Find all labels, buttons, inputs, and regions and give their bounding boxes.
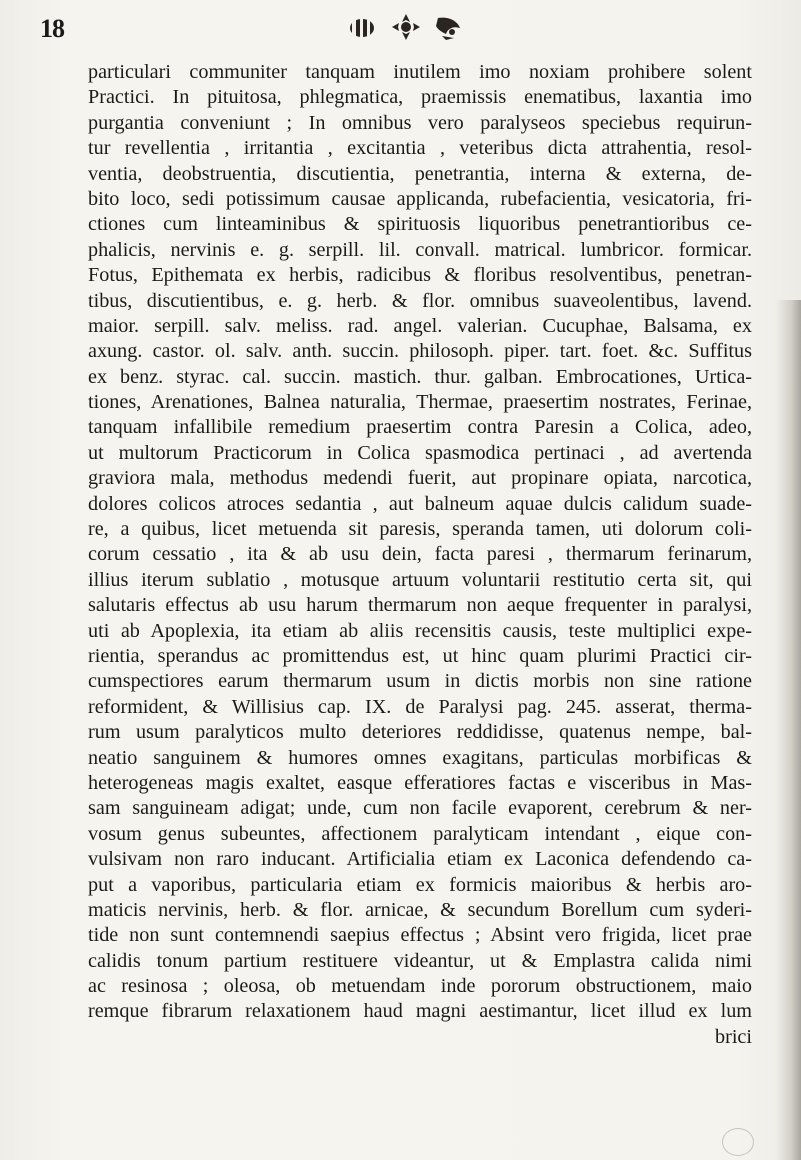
text-line: phalicis, nervinis e. g. serpill. lil. convall. matrical. lumbricor. formicar.	[88, 238, 752, 261]
text-line: particulari communiter tanquam inutilem imo noxiam prohibere solent	[88, 61, 752, 83]
text-line: remque fibrarum relaxationem haud magni aestimantur, licet illud ex lum	[88, 1000, 752, 1023]
text-line: corum cessatio , ita & ab usu dein, facta paresi , thermarum ferinarum,	[88, 543, 752, 566]
text-line: reformident, & Willisius cap. IX. de Paralysi pag. 245. asserat, therma-	[88, 695, 752, 718]
text-line: vulsivam non raro inducant. Artificialia etiam ex Laconica defendendo ca-	[88, 848, 752, 871]
text-line: maior. serpill. salv. meliss. rad. angel. valerian. Cucuphae, Balsama, ex	[88, 314, 752, 337]
text-line: ventia, deobstruentia, discutientia, penetrantia, interna & externa, de-	[88, 162, 752, 185]
text-line: put a vaporibus, particularia etiam ex formicis maioribus & herbis aro-	[88, 873, 752, 896]
text-line: purgantia conveniunt ; In omnibus vero paralyseos speciebus requirun-	[88, 111, 752, 134]
text-line: bito loco, sedi potissimum causae applicanda, rubefacientia, vesicatoria, fri-	[88, 187, 752, 210]
text-line: ut multorum Practicorum in Colica spasmodica pertinaci , ad avertenda	[88, 441, 752, 464]
text-line: tiones, Arenationes, Balnea naturalia, Thermae, praesertim nostrates, Ferinae,	[88, 391, 752, 414]
text-line: tide non sunt contemnendi saepius effectus ; Absint vero frigida, licet prae	[88, 924, 752, 947]
text-line: graviora mala, methodus medendi fuerit, aut propinare opiata, narcotica,	[88, 467, 752, 490]
text-line: brici	[715, 1025, 752, 1048]
text-line: re, a quibus, licet metuenda sit paresis, speranda tamen, uti dolorum coli-	[88, 518, 752, 541]
text-line: illius iterum sublatio , motusque artuum voluntarii restitutio certa sit, qui	[88, 568, 752, 591]
text-line: tanquam infallibile remedium praesertim contra Paresin a Colica, adeo,	[88, 416, 752, 439]
text-line: vosum genus subeuntes, affectionem paralyticam intendant , eique con-	[88, 822, 752, 845]
text-line: salutaris effectus ab usu harum thermarum non aeque frequenter in paralysi,	[88, 594, 752, 617]
page-body	[88, 60, 752, 1050]
text-line: Fotus, Epithemata ex herbis, radicibus & floribus resolventibus, penetran-	[88, 264, 752, 287]
text-line: axung. castor. ol. salv. anth. succin. philosoph. piper. tart. foet. &c. Suffitus	[88, 340, 752, 363]
text-line: dolores colicos atroces sedantia , aut balneum aquae dulcis calidum suade-	[88, 492, 752, 515]
text-line: tibus, discutientibus, e. g. herb. & flor. omnibus suaveolentibus, lavend.	[88, 289, 752, 312]
text-line: Practici. In pituitosa, phlegmatica, praemissis enematibus, laxantia imo	[88, 86, 752, 109]
page-number: 18	[40, 14, 64, 43]
text-line: sam sanguineam adigat; unde, cum non facile evaporent, cerebrum & ner-	[88, 797, 752, 820]
text-line: ac resinosa ; oleosa, ob metuendam inde pororum obstructionem, maio	[88, 975, 752, 998]
text-line: ex benz. styrac. cal. succin. mastich. thur. galban. Embrocationes, Urtica-	[88, 365, 752, 388]
text-line: rientia, sperandus ac promittendus est, ut hinc quam plurimi Practici cir-	[88, 644, 752, 667]
text-line: rum usum paralyticos multo deteriores reddidisse, quatenus nempe, bal-	[88, 721, 752, 744]
text-line: tur revellentia , irritantia , excitantia , veteribus dicta attrahentia, resol-	[88, 137, 752, 160]
text-line: calidis tonum partium restituere videantur, ut & Emplastra calida nimi	[88, 949, 752, 972]
text-line: uti ab Apoplexia, ita etiam ab aliis recensitis causis, teste multiplici expe-	[88, 619, 752, 642]
text-line: maticis nervinis, herb. & flor. arnicae, & secundum Borellum cum syderi-	[88, 898, 752, 921]
paper-stain	[722, 1128, 754, 1156]
text-line: cumspectiores earum thermarum usum in dictis morbis non sine ratione	[88, 670, 752, 693]
text-line: ctiones cum linteaminibus & spirituosis liquoribus penetrantioribus ce-	[88, 213, 752, 236]
text-line: neatio sanguinem & humores omnes exagitans, particulas morbificas &	[88, 746, 752, 769]
text-line: heterogeneas magis exaltet, easque efferatiores factas e visceribus in Mas-	[88, 771, 752, 794]
page-header	[0, 6, 801, 46]
ornament-icon	[342, 10, 472, 44]
page-edge-shadow	[776, 300, 801, 1160]
